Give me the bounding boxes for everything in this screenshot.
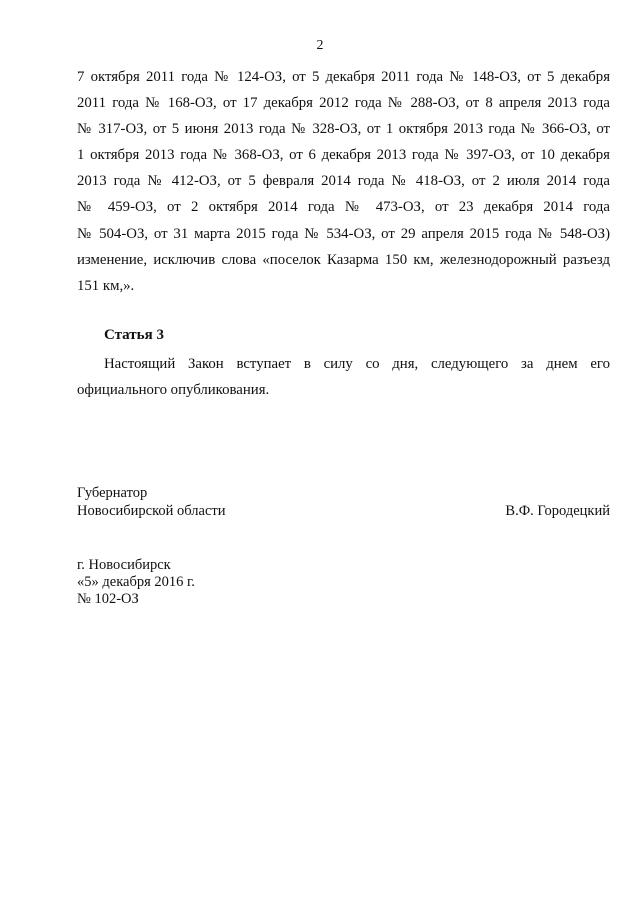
body-line: 2011 года № 168-ОЗ, от 17 декабря 2012 года № 288-ОЗ, от 8 апреля 2013 года [77, 95, 610, 112]
place-date-block [77, 557, 195, 608]
page-number: 2 [316, 38, 324, 53]
law-date: «5» декабря 2016 г. [77, 574, 195, 590]
body-line: изменение, исключив слова «поселок Казарма 150 км, железнодорожный разъезд [77, 251, 610, 268]
article-paragraph [77, 351, 610, 403]
body-line: 1 октября 2013 года № 368-ОЗ, от 6 декабря 2013 года № 397-ОЗ, от 10 декабря [77, 147, 610, 164]
body-line: № 317-ОЗ, от 5 июня 2013 года № 328-ОЗ, от 1 октября 2013 года № 366-ОЗ, от [77, 121, 610, 138]
signature-block [77, 484, 610, 520]
body-line: 151 км,». [77, 277, 135, 294]
article-title: Статья 3 [104, 327, 164, 343]
law-number: № 102-ОЗ [77, 591, 139, 607]
place-city: г. Новосибирск [77, 557, 171, 573]
article-line: Настоящий Закон вступает в силу со дня, следующего за днем его [104, 356, 610, 372]
signature-position: Губернатор [77, 485, 148, 501]
signature-name: В.Ф. Городецкий [505, 503, 610, 519]
body-line: № 459-ОЗ, от 2 октября 2014 года № 473-ОЗ, от 23 декабря 2014 года [77, 199, 610, 216]
article-line: официального опубликования. [77, 382, 270, 398]
body-line: 2013 года № 412-ОЗ, от 5 февраля 2014 года № 418-ОЗ, от 2 июля 2014 года [77, 173, 610, 190]
body-line: № 504-ОЗ, от 31 марта 2015 года № 534-ОЗ, от 29 апреля 2015 года № 548-ОЗ) [77, 225, 610, 242]
body-line: 7 октября 2011 года № 124-ОЗ, от 5 декабря 2011 года № 148-ОЗ, от 5 декабря [77, 69, 610, 85]
body-paragraph [77, 64, 610, 299]
signature-region: Новосибирской области [77, 503, 226, 519]
signature-row [77, 502, 610, 520]
